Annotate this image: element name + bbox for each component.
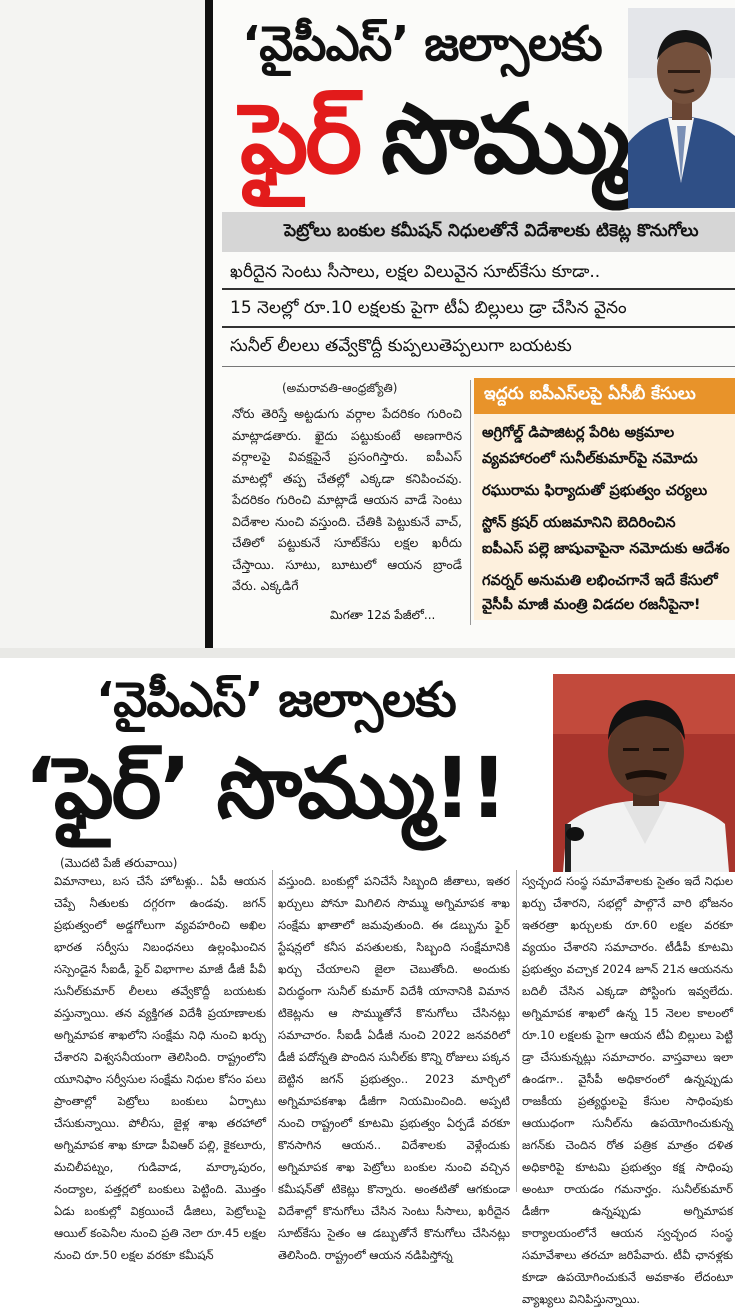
article-body (232, 403, 462, 597)
point-1: ఖరీదైన సెంటు సీసాలు, లక్షల విలువైన సూట్‌కేసు కూడా.. (230, 262, 601, 282)
portrait-photo (628, 8, 735, 208)
box-item: వ్యవహారంలో సునీల్‌కుమార్‌పై నమోదు (482, 451, 698, 467)
portrait-image (628, 8, 735, 208)
sidebar-box (474, 378, 735, 620)
headline-black-word: సొమ్ము (381, 83, 628, 195)
article-column-3 (522, 870, 733, 1306)
column-separator (470, 380, 471, 625)
box-item: వైసీపీ మాజీ మంత్రి విడదల రజనీపైనా! (482, 597, 701, 613)
headline-line1: ‘వైపీఎస్’ జల్సాలకు (242, 16, 602, 72)
point-3: సునీల్ లీలలు తవ్వేకొద్దీ కుప్పలుతెప్పలుగా బయటకు (230, 336, 572, 356)
headline-line2: ‘ఫైర్’ సొమ్ము!! (24, 739, 506, 837)
top-clipping (0, 0, 735, 648)
bottom-clipping (0, 658, 735, 1306)
clipping-gap (0, 648, 735, 658)
headline-line1: ‘వైపీఎస్’ జల్సాలకు (96, 672, 456, 728)
article-column-1 (54, 870, 266, 1262)
article-paragraph: విమానాలు, బస చేసే హోటళ్లు.. ఏపీ ఆయన చెప్పే నీతులకు దగ్గరగా ఉండవు. జగన్ ప్రభుత్వంలో అడ్డగోలుగా వ్యవహరించి అఖిల భారత సర్వీసు నిబంధనలు ఉల్లంఘించిన సస్పెండైన సీఐడీ, ఫైర్ విభాగాల మాజీ డీజీ పీవీ సునీల్‌కుమార్ లీలలు తవ్వేకొద్దీ బయటకు వస్తున్నాయి. తన వ్యక్తిగత విదేశీ ప్రయాణాలకు అగ్నిమాపక శాఖలోని సంక్షేమ నిధి నుంచి ఖర్చు చేశారని విశ్వసనీయంగా తెలిసింది. రాష్ట్రంలోని యూనిఫాం సర్వీసుల సంక్షేమ నిధుల కోసం పలు ప్రాంతాల్లో పెట్రోలు బంకులు ఏర్పాటు చేసుకున్నాయి. పోలీసు, జైళ్ల శాఖ తరహాలో అగ్నిమాపక శాఖ కూడా పీవిఆర్ పల్లి, కైకలూరు, మచిలీపట్నం, గుడివాడ, మార్కాపురం, నంద్యాల, పత్తర్లలో బంకులు పెట్టింది. మొత్తం ఏడు బంకుల్లో విక్రయించే డీజిలు, పెట్రోలుపై ఆయిల్ కంపెనీల నుంచి ప్రతి నెలా రూ.45 లక్షల నుంచి రూ.50 లక్షల వరకూ కమీషన్ (54, 874, 266, 1262)
subheadline-band (222, 212, 735, 252)
continued-from-note: (మొదటి పేజీ తరువాయి) (60, 856, 178, 870)
point-divider (222, 326, 735, 328)
column-separator (516, 870, 517, 1192)
point-2: 15 నెలల్లో రూ.10 లక్షలకు పైగా టీఏ బిల్లులు డ్రా చేసిన వైనం (230, 298, 627, 318)
point-divider (222, 288, 735, 290)
article-paragraph: స్వచ్ఛంద సంస్థ సమావేశాలకు సైతం ఇదే నిధుల ఖర్చు చేశారని, సభల్లో పాల్గొనే వారి భోజనం ఇతరత్రా ఖర్చులకు రూ.60 లక్షల వరకూ వ్యయం చేశారని సమాచారం. టీడీపీ కూటమి ప్రభుత్వం వచ్చాక 2024 జూన్ 21న ఆయనను బదిలీ చేసిన ఎక్కడా పోస్టింగు ఇవ్వలేదు. అగ్నిమాపక శాఖలో ఉన్న 15 నెలల కాలంలో రూ.10 లక్షలకు పైగా ఆయన టీఏ బిల్లులు పెట్టి డ్రా చేసుకున్నట్లు సమాచారం. వాస్తవాలు ఇలా ఉండగా.. వైసీపీ అధికారంలో ఉన్నప్పుడు రాజకీయ ప్రత్యర్థులపై కేసుల సాధింపుకు ఆయుధంగా సునీల్‌ను ఉపయోగించుకున్న జగన్‌కు చెందిన రోత పత్రిక మాత్రం దళిత అధికారిపై కూటమి ప్రభుత్వం కక్ష సాధింపు అంటూ రాయడం గమనార్హం. సునీల్‌కుమార్ డీజీగా ఉన్నప్పుడు అగ్నిమాపక కార్యాలయంలోనే ఆయన స్వచ్ఛంద సంస్థ సమావేశాలు తరచూ జరిపేవారు. టీవీ ఛానళ్లకు కూడా ఉపయోగించుకునే అవకాశం లేదంటూ వ్యాఖ్యలు వినిపిస్తున్నాయి. (522, 874, 733, 1306)
article-paragraph: వస్తుంది. బంకుల్లో పనిచేసే సిబ్బంది జీతాలు, ఇతర ఖర్చులు పోనూ మిగిలిన సొమ్ము అగ్నిమాపక శాఖ సంక్షేమ ఖాతాలో జమవుతుంది. ఈ డబ్బును ఫైర్ స్టేషన్లలో కనీస వసతులకు, సిబ్బంది సంక్షేమానికి ఖర్చు చేయాలని జైలా చెబుతోంది. అందుకు విరుద్ధంగా సునీల్ కుమార్ విదేశీ యానానికి విమాన టికెట్లను ఆ సొమ్ముతోనే కొనుగోలు చేసినట్లు సమాచారం. సీఐడీ ఏడీజీ నుంచి 2022 జనవరిలో డీజీ పదోన్నతి పొందిన సునీల్‌కు కొన్ని రోజులు పక్కన బెట్టిన జగన్ ప్రభుత్వం.. 2023 మార్చిలో అగ్నిమాపకశాఖ డీజీగా నియమించింది. అప్పటి నుంచి రాష్ట్రంలో కూటమి ప్రభుత్వం ఏర్పడే వరకూ కొనసాగిన ఆయన.. విదేశాలకు వెళ్లేందుకు అగ్నిమాపక శాఖ పెట్రోలు బంకుల నుంచి వచ్చిన కమీషన్‌తో టికెట్లు కొన్నారు. అంతటితో ఆగకుండా విదేశాల్లో కొనుగోలు చేసిన సెంటు సీసాలు, ఖరీదైన సూట్‌కేసు సైతం ఆ డబ్బుతోనే కొనుగోలు చేసినట్లు తెలిసింది. రాష్ట్రంలో ఆయన నడిపిస్తోన్న (278, 874, 510, 1262)
article-paragraph: నోరు తెరిస్తే అట్టడుగు వర్గాల పేదరికం గురించి మాట్లాడతారు. ఖైదు పట్టుకుంటే అణగారిన వర్గాలపై వివక్షపైనే ప్రసంగిస్తారు. ఐపీఎస్ మాటల్లో తప్ప చేతల్లో ఎక్కడా కనిపించవు. పేదరికం గురించి మాట్లాడే ఆయన వాడే సెంటు విదేశాల నుంచి వస్తుంది. చేతికి పెట్టుకునే వాచ్, చేతిలో పట్టుకునే సూట్‌కేసు లక్షల ఖరీదు చేస్తాయి. సూటు, బూటులో ఆయన బ్రాండే వేరు. ఎక్కడిగే (232, 406, 462, 593)
column-rule (205, 0, 213, 648)
box-item: ఐపీఎస్ పల్లె జాషువాపైనా నమోదుకు ఆదేశం (482, 541, 730, 557)
article-column-2 (278, 870, 510, 1262)
box-item: స్టోన్ క్రషర్ యజమానిని బెదిరించిన (482, 515, 676, 531)
headline-red-word: ఫైర్ (240, 83, 360, 195)
dateline: (అమరావతి-ఆంధ్రజ్యోతి) (282, 381, 398, 395)
portrait-image (553, 674, 735, 872)
portrait-photo (553, 674, 735, 872)
continued-note: మిగతా 12వ పేజీలో... (330, 608, 436, 622)
sidebar-box-title-band (474, 378, 735, 414)
box-item: గవర్నర్ అనుమతి లభించగానే ఇదే కేసులో (482, 573, 718, 589)
column-separator (272, 870, 273, 1192)
headline-line2 (240, 84, 627, 194)
point-divider (222, 366, 735, 367)
box-item: అగ్రిగోల్డ్ డిపాజిటర్ల పేరిట అక్రమాల (482, 425, 675, 441)
subheadline: పెట్రోలు బంకుల కమీషన్ నిధులతోనే విదేశాలకు టికెట్ల కొనుగోలు (284, 221, 699, 241)
sidebar-box-title: ఇద్దరు ఐపీఎస్‌లపై ఏసీబీ కేసులు (484, 384, 696, 404)
box-item: రఘురామ ఫిర్యాదుతో ప్రభుత్వం చర్యలు (482, 483, 708, 499)
